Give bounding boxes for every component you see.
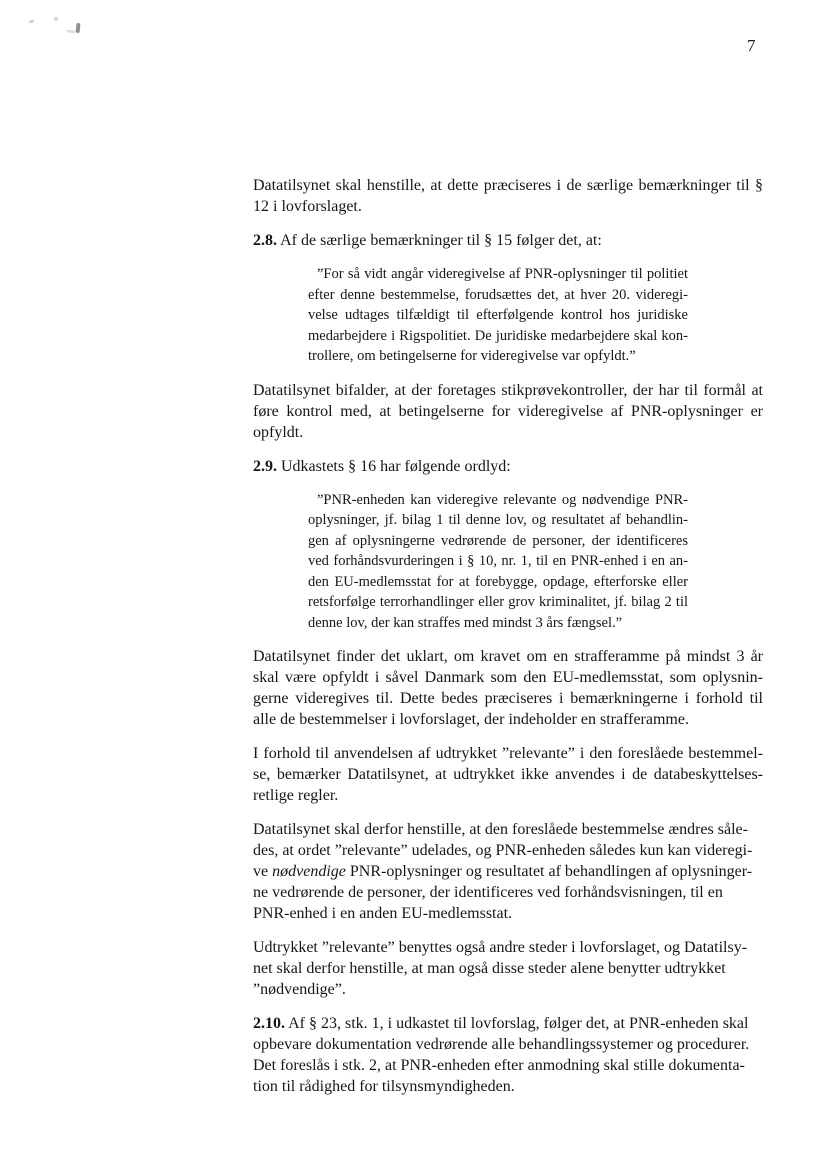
text-segment: medarbejdere i Rigspolitiet. De juridiske medarbejdere skal kon- xyxy=(308,327,688,344)
text-segment: opfyldt. xyxy=(253,423,304,441)
text-segment: den EU-medlemsstat for at forebygge, opdage, efterforske eller xyxy=(308,573,688,590)
text-line xyxy=(253,743,763,764)
text-segment: efter denne bestemmelse, forudsættes det, at hver 20. videregi- xyxy=(308,286,688,303)
text-line xyxy=(308,551,688,572)
text-segment: Datatilsynet skal henstille, at dette præciseres i de særlige bemærkninger til § xyxy=(253,177,763,194)
text-line xyxy=(253,785,763,806)
section-paragraph xyxy=(253,230,763,251)
text-line xyxy=(253,230,763,251)
text-line xyxy=(253,196,763,217)
paragraph xyxy=(253,175,763,217)
text-segment: oplysninger, jf. bilag 1 til denne lov, og resultatet af behandlin- xyxy=(308,512,688,528)
scan-artifact xyxy=(75,23,80,33)
paragraph xyxy=(253,380,763,443)
text-segment: opbevare dokumentation vedrørende alle behandlingssystemer og procedurer. xyxy=(253,1036,750,1053)
text-segment: se, bemærker Datatilsynet, at udtrykket ikke anvendes i de databeskyttelses- xyxy=(253,766,763,783)
paragraph xyxy=(253,819,763,924)
text-segment: retlige regler. xyxy=(253,787,339,804)
paragraph xyxy=(253,743,763,806)
paragraph xyxy=(253,1013,763,1097)
text-segment: Udtrykket ”relevante” benyttes også andre steder i lovforslaget, og Datatilsy- xyxy=(253,939,748,956)
text-segment: Datatilsynet finder det uklart, om kravet om en strafferamme på mindst 3 år xyxy=(253,648,763,665)
text-line xyxy=(308,490,688,511)
section-number: 2.8. xyxy=(253,232,277,249)
section-number: 2.9. xyxy=(253,457,277,475)
text-segment: I forhold til anvendelsen af udtrykket ”relevante” i den foreslåede bestemmel- xyxy=(253,745,763,762)
page-number: 7 xyxy=(747,36,756,55)
text-segment: ”nødvendige”. xyxy=(253,981,346,998)
text-line xyxy=(253,764,763,785)
text-segment: Af de særlige bemærkninger til § 15 følger det, at: xyxy=(277,232,602,249)
paragraph xyxy=(253,646,763,730)
scan-artifact xyxy=(54,17,58,21)
text-line xyxy=(253,979,763,1000)
text-line xyxy=(308,510,688,531)
text-line xyxy=(308,613,688,634)
quote-block xyxy=(308,264,688,367)
text-line xyxy=(253,422,763,443)
text-line xyxy=(253,861,763,882)
text-segment: ”PNR-enheden kan videregive relevante og nødvendige PNR- xyxy=(317,491,688,508)
text-segment: alle de bestemmelser i lovforslaget, der indeholder en strafferamme. xyxy=(253,711,689,728)
text-line xyxy=(253,380,763,401)
text-line xyxy=(253,175,763,196)
text-line xyxy=(308,572,688,593)
text-line xyxy=(253,1076,763,1097)
text-segment: Datatilsynet bifalder, at der foretages stikprøvekontroller, der har til formål at xyxy=(253,381,763,399)
text-line xyxy=(253,1055,763,1076)
text-segment: gen af oplysningerne vedrørende de personer, der identificeres xyxy=(308,532,688,549)
text-line xyxy=(308,346,688,367)
text-line xyxy=(253,937,763,958)
text-segment: Det foreslås i stk. 2, at PNR-enheden efter anmodning skal stille dokumenta- xyxy=(253,1057,745,1074)
scan-artifact xyxy=(29,19,35,24)
text-line xyxy=(308,305,688,326)
text-segment: tion til rådighed for tilsynsmyndigheden. xyxy=(253,1078,515,1095)
text-line xyxy=(253,667,763,688)
text-segment: velse udtages tilfældigt til efterfølgende kontrol hos juridiske xyxy=(308,307,688,323)
text-segment: PNR-enhed i en anden EU-medlemsstat. xyxy=(253,905,513,922)
text-segment: ne vedrørende de personer, der identificeres ved forhåndsvisningen, til en xyxy=(253,884,723,901)
text-segment: des, at ordet ”relevante” udelades, og PNR-enheden således kun kan videregi- xyxy=(253,842,753,859)
section-paragraph xyxy=(253,456,763,477)
paragraph xyxy=(253,937,763,1000)
text-line xyxy=(253,688,763,709)
text-line xyxy=(253,1013,763,1034)
text-line xyxy=(308,285,688,306)
text-segment: net skal derfor henstille, at man også disse steder alene benytter udtrykket xyxy=(253,960,726,977)
section-number: 2.10. xyxy=(253,1015,285,1032)
text-segment: ved forhåndsvurderingen i § 10, nr. 1, til en PNR-enhed i en an- xyxy=(308,553,688,569)
text-line xyxy=(253,709,763,730)
text-segment: 12 i lovforslaget. xyxy=(253,198,362,215)
text-line xyxy=(253,456,763,477)
text-segment: føre kontrol med, at betingelserne for videregivelse af PNR-oplysninger er xyxy=(253,402,763,420)
text-segment: trollere, om betingelserne for videregivelse var opfyldt.” xyxy=(308,348,636,364)
document-body xyxy=(253,175,763,1110)
text-segment: gerne videregives til. Dette bedes præciseres i bemærkningerne i forhold til xyxy=(253,690,763,707)
text-line xyxy=(253,958,763,979)
text-line xyxy=(253,882,763,903)
text-line xyxy=(308,531,688,552)
text-line xyxy=(253,646,763,667)
text-line xyxy=(253,840,763,861)
text-segment: ve xyxy=(253,863,273,880)
text-segment: Datatilsynet skal derfor henstille, at den foreslåede bestemmelse ændres såle- xyxy=(253,821,748,838)
text-line xyxy=(308,326,688,347)
text-segment: PNR-oplysninger og resultatet af behandlingen af oplysninger- xyxy=(345,863,753,880)
scan-artifact xyxy=(66,29,76,34)
quote-block xyxy=(308,490,688,634)
text-segment: Udkastets § 16 har følgende ordlyd: xyxy=(277,457,511,475)
text-line xyxy=(253,401,763,422)
text-segment: denne lov, der kan straffes med mindst 3 års fængsel.” xyxy=(308,614,623,631)
text-line xyxy=(253,819,763,840)
text-line xyxy=(308,264,688,285)
text-segment: Af § 23, stk. 1, i udkastet til lovforslag, følger det, at PNR-enheden skal xyxy=(285,1015,749,1032)
text-line xyxy=(308,592,688,613)
text-segment: retsforfølge terrorhandlinger eller grov kriminalitet, jf. bilag 2 til xyxy=(308,594,688,610)
text-segment: skal være opfyldt i såvel Danmark som den EU-medlemsstat, som oplysnin- xyxy=(253,669,763,686)
text-line xyxy=(253,1034,763,1055)
emphasized-text: nødvendige xyxy=(272,863,346,880)
text-line xyxy=(253,903,763,924)
text-segment: ”For så vidt angår videregivelse af PNR-oplysninger til politiet xyxy=(317,266,688,282)
